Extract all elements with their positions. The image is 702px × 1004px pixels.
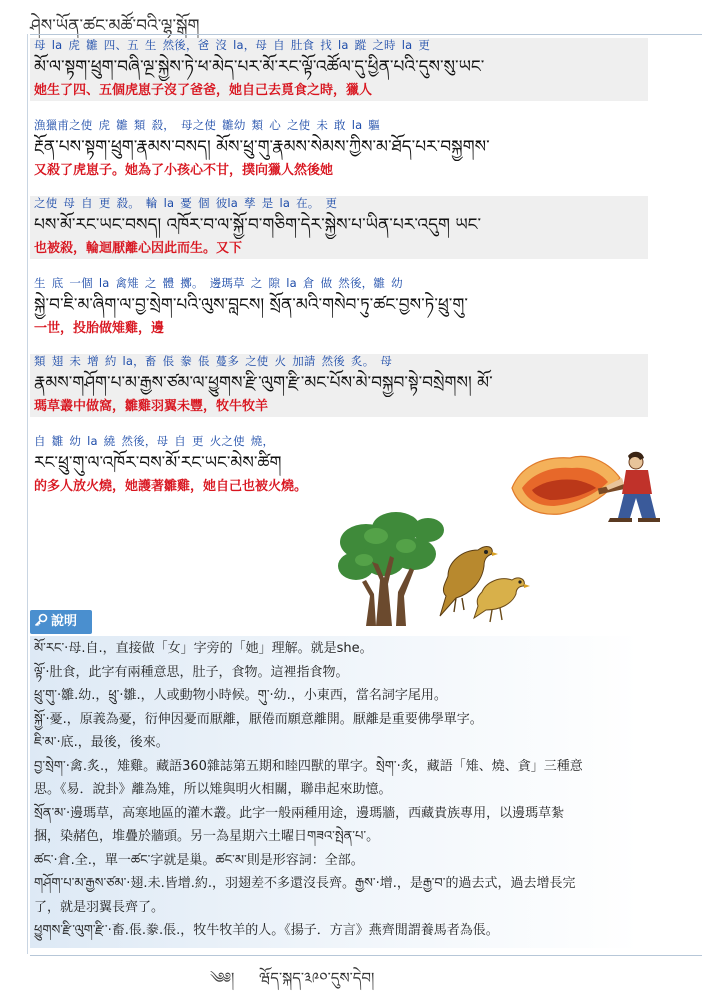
gloss-word: 沒: [215, 38, 228, 52]
gloss-word: 殺。: [116, 196, 140, 210]
chinese-translation: 又殺了虎崽子。她為了小孩心不甘，撲向獵人然後她: [34, 163, 334, 178]
gloss-word: 然後: [321, 354, 345, 368]
gloss-word: 增: [87, 354, 99, 368]
header-divider: [30, 34, 702, 35]
gloss-word: 找: [320, 38, 332, 52]
gloss-word: 母之使: [181, 118, 217, 132]
tibetan-line: མོ་ལ་སྟག་ཕྲུག་བཞི་ལྔ་སྐྱེས་ཏེ་ཕ་མེད་པར་མོ་རང་ལྟོ་འཚོལ་དུ་ཕྱིན་པའི་དུས་སུ་ཡང་: [34, 57, 485, 77]
gloss-word: la: [163, 196, 175, 210]
gloss-word: 加請: [292, 354, 316, 368]
gloss-word: 幼: [69, 434, 82, 448]
gloss-word: 之使: [286, 118, 311, 132]
gloss-word: 約: [104, 354, 117, 368]
gloss-word: 類: [34, 354, 46, 368]
gloss-word: 體: [162, 276, 175, 290]
explanation-line: མོ་རང་·母.自.，直接做「女」字旁的「她」理解。就是she。: [34, 641, 373, 656]
gloss-word: 炙。: [351, 354, 375, 368]
explanation-line: ལྟོ་·肚食，此字有兩種意思，肚子，食物。這裡指食物。: [34, 664, 349, 680]
gloss-word: la: [337, 38, 349, 52]
explanation-line: 思。《易．說卦》離為雉，所以雉與明火相關，聯串起來助憶。: [34, 782, 392, 797]
gloss-word: 之使: [245, 354, 269, 368]
gloss-word: 一個: [69, 276, 93, 290]
gloss-word: 之: [250, 276, 263, 290]
gloss-word: 敢: [334, 118, 346, 132]
gloss-word: la: [98, 276, 110, 290]
gloss-word: 火之使: [209, 434, 245, 448]
tibetan-line: རྣམས་གཤོག་པ་མ་རྒྱས་ཙམ་ལ་ཕྱུགས་རྫི་ལུག་རྫི་མང་པོས་མེ་བསྐྱབ་སྟེ་བསྲེགས། མོ་: [34, 373, 493, 393]
gloss-word: la: [87, 434, 98, 448]
gloss-word: la: [279, 196, 291, 210]
gloss-word: 虎: [98, 118, 111, 132]
gloss-word: 類: [133, 118, 146, 132]
gloss-word: 禽雉: [115, 276, 139, 290]
explanation-line: 了，就是羽翼長齊了。: [34, 899, 165, 915]
explanation-line: ཚང་·倉.全.，單一ཚང་字就是巢。ཚང་མ་則是形容詞：全部。: [34, 852, 364, 868]
gloss-word: 之: [144, 276, 157, 290]
gloss-word: 漁獵甫之使: [34, 118, 93, 132]
gloss-word: 更: [325, 196, 338, 210]
gloss-word: 類: [251, 118, 264, 132]
gloss-word: 彼la: [215, 196, 239, 210]
gloss-word: la，畜: [122, 354, 157, 368]
gloss-word: 殺，: [151, 118, 176, 132]
gloss-word: 母: [34, 38, 46, 52]
gloss-word: 虎: [68, 38, 81, 52]
explanation-line: སྐྱོ་·憂.，原義為憂，衍伸因憂而厭離，厭倦而願意離開。厭離是重要佛學單字。: [34, 711, 483, 727]
gloss-row: [34, 354, 644, 369]
gloss-word: 雛: [51, 434, 64, 448]
chinese-translation: 的多人放火燒，她護著雛雞，她自己也被火燒。: [34, 479, 308, 494]
key-icon: [34, 613, 48, 627]
explanation-tab: [30, 610, 92, 634]
gloss-word: 雛幼: [222, 118, 246, 132]
gloss-word: 個: [197, 196, 210, 210]
gloss-word: la: [401, 38, 413, 52]
gloss-word: 幼: [391, 276, 403, 290]
gloss-word: 倉: [302, 276, 315, 290]
gloss-word: 心: [269, 118, 281, 132]
gloss-word: 自: [34, 434, 46, 448]
gloss-word: 孳: [244, 196, 256, 210]
gloss-word: la: [351, 118, 363, 132]
gloss-row: [34, 276, 644, 291]
gloss-word: 在。: [296, 196, 320, 210]
gloss-word: 翅: [51, 354, 64, 368]
text-block-1: [30, 38, 648, 101]
tibetan-line: རང་ཕྲུ་གུ་ལ་འཁོར་བས་མོ་རང་ཡང་མེས་ཚིག: [34, 453, 282, 473]
gloss-word: 蔓多: [215, 354, 240, 368]
explanation-line: གཤོག་པ་མ་རྒྱས་ཙམ་·翅.未.皆增.約.，羽翅差不多還沒長齊。རྒྱས་·增.，是རྒྱ་བ་的過去式，過去增長完: [34, 876, 576, 891]
gloss-word: 生: [144, 38, 157, 52]
gloss-word: 更: [418, 38, 431, 52]
gloss-row: [34, 196, 644, 211]
gloss-word: 輪: [145, 196, 158, 210]
gloss-word: 生: [34, 276, 46, 290]
gloss-word: la: [286, 276, 297, 290]
gloss-word: 自: [81, 196, 93, 210]
gloss-word: 是: [261, 196, 274, 210]
gloss-word: 憂: [180, 196, 192, 210]
gloss-word: 倀: [197, 354, 210, 368]
gloss-word: 自: [273, 38, 285, 52]
gloss-word: 母: [380, 354, 393, 368]
gloss-word: 然後，爸: [162, 38, 210, 52]
gloss-word: 更: [191, 434, 204, 448]
gloss-word: 隙: [268, 276, 281, 290]
gloss-word: 肚食: [290, 38, 315, 52]
gloss-word: 更: [98, 196, 111, 210]
gloss-word: 母: [63, 196, 76, 210]
explanation-tab-label: 說明: [51, 614, 78, 629]
chinese-translation: 也被殺，輪迴厭離心因此而生。又下: [34, 241, 243, 256]
tibetan-line: སྐྱེ་བ་ཇི་མ་ཞིག་ལ་བྱ་སྲེག་པའི་ལུས་བླངས། སྲོན་མའི་གསེབ་ཏུ་ཚང་བྱས་ཏེ་ཕྲུ་གུ་: [34, 295, 468, 315]
text-block-4: [30, 276, 648, 339]
explanation-line: ཕྲུ་གུ་·雛.幼.，ཕྲུ་·雛.，人或動物小時候。གུ་·幼.，小東西，當名詞字尾用。: [34, 688, 447, 703]
gloss-word: 雛: [86, 38, 98, 52]
gloss-row: [34, 118, 644, 133]
text-block-5: [30, 354, 648, 417]
chinese-translation: 瑪草叢中做窩，雛雞羽翼未豐，牧牛牧羊: [34, 399, 269, 414]
tibetan-line: རྔོན་པས་སྟག་ཕྲུག་རྣམས་བསད། མོས་ཕྲུ་གུ་རྣམས་སེམས་ཀྱིས་མ་ཐོད་པར་བསྐྱགས་: [34, 137, 490, 157]
gloss-row: [34, 434, 644, 449]
gloss-word: 燒，: [250, 434, 275, 448]
gloss-word: 底: [51, 276, 64, 290]
gloss-word: 之時: [372, 38, 396, 52]
tibetan-line: པས་མོ་རང་ཡང་བསད། འཁོར་བ་ལ་སྐྱོ་བ་གཅིག་དེར་སྐྱེས་པ་ཡིན་པར་འདུག ཡང་: [34, 215, 482, 235]
gloss-word: 做: [320, 276, 333, 290]
gloss-word: 邊瑪草: [209, 276, 245, 290]
explanation-line: སྲོན་མ་·邊瑪草，高寒地區的灌木叢。此字一般兩種用途，邊瑪牆，西藏貴族專用，以邊瑪草紮: [34, 805, 565, 821]
page-footer: [210, 962, 374, 1004]
gloss-word: 豢: [180, 354, 192, 368]
gloss-word: 未: [69, 354, 82, 368]
text-block-3: [30, 196, 648, 259]
gloss-word: 倀: [162, 354, 175, 368]
text-block-2: [30, 118, 648, 181]
gloss-word: la，母: [233, 38, 268, 52]
gloss-word: 擲。: [180, 276, 204, 290]
page-header-title: ཤེས་ཡོན་ཚང་མཚོ་བའི་ལྷ་སྒོག: [30, 16, 200, 36]
gloss-word: 未: [316, 118, 329, 132]
gloss-word: la: [51, 38, 63, 52]
gloss-word: 自: [174, 434, 186, 448]
explanation-line: བྱ་སྲེག་·禽.炙.，雉雞。藏語360雜誌第五期和睦四獸的單字。སྲེག་·炙，藏語「雉、燒、貪」三種意: [34, 758, 583, 774]
gloss-word: 雛: [116, 118, 128, 132]
gloss-word: 繞: [103, 434, 116, 448]
explanation-line: ཇི་མ་·底.，最後，後來。: [34, 735, 169, 750]
gloss-word: 火: [274, 354, 287, 368]
chinese-translation: 一世，投胎做雉雞，邊: [34, 321, 165, 336]
gloss-word: 驅: [368, 118, 381, 132]
tree-with-pheasants-illustration: [336, 506, 536, 630]
footer-divider: [30, 955, 702, 956]
footer-ornament: ༄༅།: [210, 969, 235, 987]
chinese-translation: 她生了四、五個虎崽子沒了爸爸，她自己去覓食之時，獵人: [34, 83, 373, 98]
gloss-word: 然後，雛: [338, 276, 386, 290]
explanation-line: ཕྱུགས་རྫི་ལུག་རྫི་·畜.倀.豢.倀.，牧牛牧羊的人。《揚子．方言》燕齊閒謂養馬者為倀。: [34, 923, 499, 938]
gloss-row: [34, 38, 644, 53]
gloss-word: 四、五: [103, 38, 139, 52]
footer-page-label: ཝོད་སྐད་༣༩༠་དུས་དེབ།: [259, 969, 375, 987]
left-margin-line: [27, 34, 28, 954]
gloss-word: 然後，母: [121, 434, 169, 448]
gloss-word: 之使: [34, 196, 58, 210]
gloss-word: 蹤: [354, 38, 367, 52]
explanation-line: 捆，染赭色，堆疊於牆頭。另一為星期六土曜日གཟའ་སྤེན་པ་。: [34, 829, 380, 844]
